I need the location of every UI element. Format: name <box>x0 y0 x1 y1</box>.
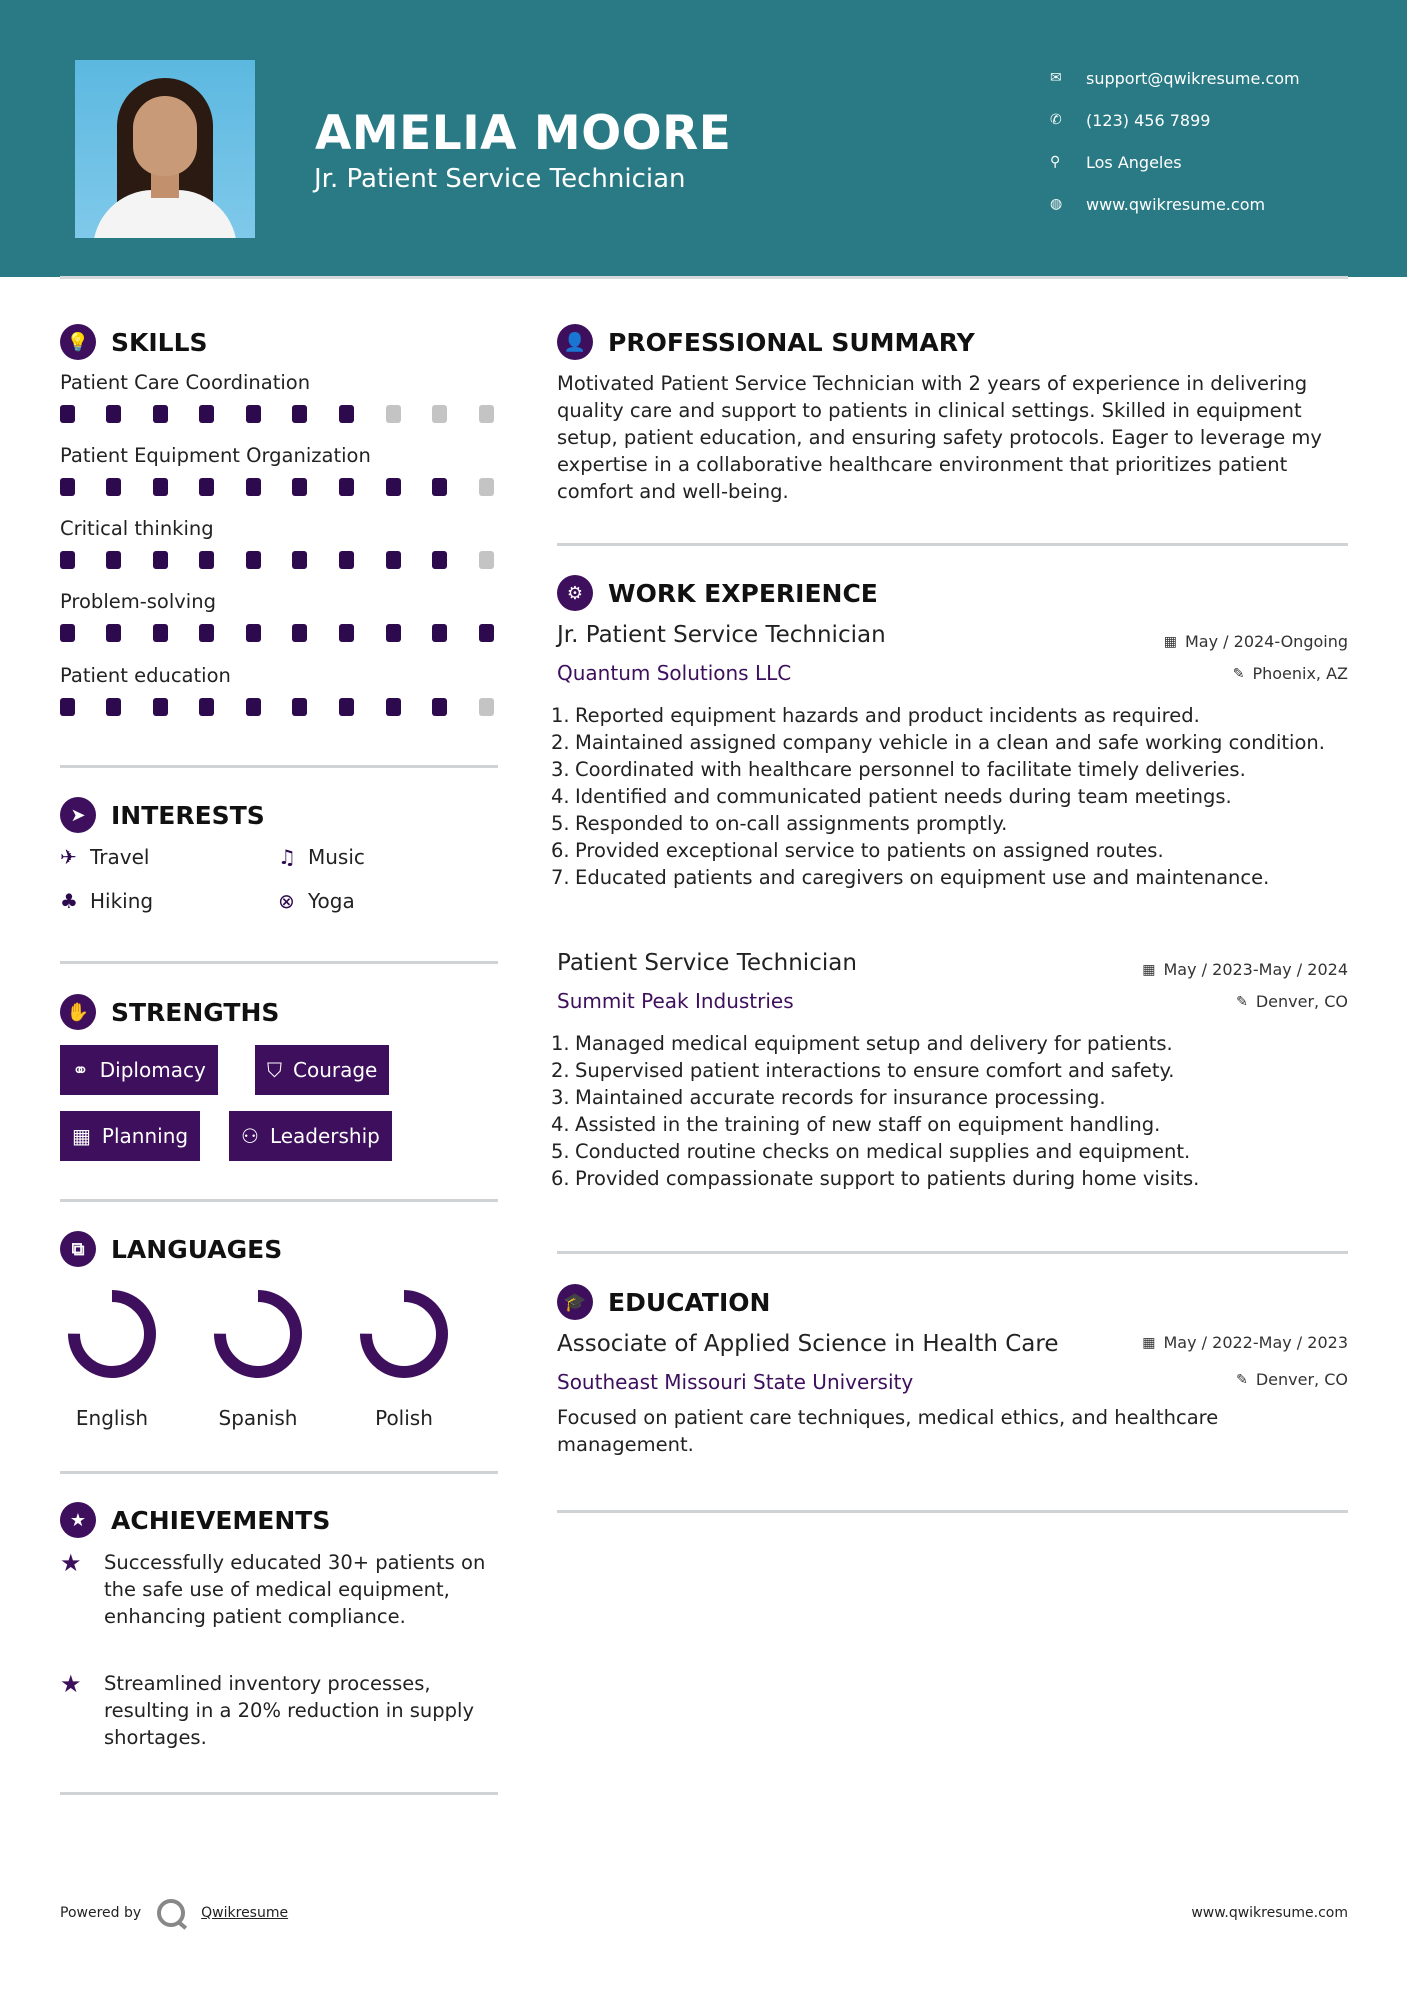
languages-heading <box>60 1231 282 1267</box>
skill-rating <box>60 624 500 642</box>
calendar-icon: ▦ <box>72 1124 91 1148</box>
envelope-icon: ✉ <box>1050 70 1062 86</box>
duty-item: 4. Identified and communicated patient needs during team meetings. <box>551 785 1232 808</box>
rating-dot-filled <box>386 698 401 716</box>
rating-dot-filled <box>479 624 494 642</box>
skill-label: Problem-solving <box>60 590 216 613</box>
shooting-star-icon: ★ <box>60 1550 82 1577</box>
language-item <box>198 1286 318 1430</box>
strength-label: Leadership <box>269 1124 380 1148</box>
rating-dot-filled <box>339 698 354 716</box>
duty-item: 7. Educated patients and caregivers on equipment use and maintenance. <box>551 866 1270 889</box>
rating-dot-empty <box>479 405 494 423</box>
degree-title: Associate of Applied Science in Health Care <box>557 1331 1059 1357</box>
location-pin-icon: ⚲ <box>1050 154 1061 170</box>
contact-website[interactable] <box>1050 183 1300 225</box>
strength-badge-courage <box>255 1045 389 1095</box>
section-divider <box>60 1199 498 1202</box>
rating-dot-empty <box>432 405 447 423</box>
strength-label: Diplomacy <box>99 1058 206 1082</box>
interest-label: Hiking <box>90 889 154 913</box>
skill-rating <box>60 698 500 716</box>
rating-dot-filled <box>246 405 261 423</box>
job-location-text: Denver, CO <box>1255 992 1348 1011</box>
achievements-heading-text: ACHIEVEMENTS <box>111 1505 331 1535</box>
section-divider <box>60 1471 498 1474</box>
candidate-name: AMELIA MOORE <box>315 106 732 161</box>
graduate-icon: 🎓 <box>557 1284 593 1320</box>
users-icon: ⚇ <box>241 1124 259 1148</box>
language-item <box>344 1286 464 1430</box>
contact-phone[interactable] <box>1050 99 1300 141</box>
duty-item: 2. Maintained assigned company vehicle in a clean and safe working condition. <box>551 731 1325 754</box>
strength-badge-planning <box>60 1111 200 1161</box>
location-text: Los Angeles <box>1086 152 1182 172</box>
rating-dot-filled <box>60 478 75 496</box>
rating-dot-filled <box>339 551 354 569</box>
rating-dot-filled <box>153 478 168 496</box>
job-location-text: Phoenix, AZ <box>1252 664 1348 683</box>
header-divider <box>60 276 1348 279</box>
language-gauge <box>356 1286 452 1382</box>
rating-dot-filled <box>246 478 261 496</box>
skill-rating <box>60 551 500 569</box>
job-location <box>1233 664 1348 683</box>
achievement-item <box>60 1549 500 1630</box>
strengths-heading-text: STRENGTHS <box>111 997 280 1027</box>
strengths-heading <box>60 994 279 1030</box>
rating-dot-filled <box>199 698 214 716</box>
skill-item <box>60 590 500 613</box>
rating-dot-empty <box>479 478 494 496</box>
handshake-icon: ⚭ <box>72 1058 89 1082</box>
language-item <box>52 1286 172 1430</box>
job-title: Jr. Patient Service Technician <box>557 622 886 648</box>
section-divider <box>557 1510 1348 1513</box>
rating-dot-filled <box>432 698 447 716</box>
rating-dot-filled <box>386 551 401 569</box>
section-divider <box>557 1251 1348 1254</box>
brand-link[interactable]: Qwikresume <box>201 1905 289 1921</box>
job-company: Summit Peak Industries <box>557 989 794 1013</box>
rating-dot-filled <box>339 405 354 423</box>
rating-dot-filled <box>106 405 121 423</box>
interest-travel <box>60 845 149 869</box>
skill-label: Patient education <box>60 664 231 687</box>
duty-item: 2. Supervised patient interactions to ensure comfort and safety. <box>551 1059 1175 1082</box>
interest-hiking <box>60 889 153 913</box>
job-title: Patient Service Technician <box>557 950 857 976</box>
rating-dot-filled <box>199 551 214 569</box>
achievement-item <box>60 1670 500 1751</box>
rating-dot-empty <box>479 551 494 569</box>
experience-heading-text: WORK EXPERIENCE <box>608 578 878 608</box>
contact-email[interactable] <box>1050 57 1300 99</box>
rating-dot-filled <box>60 698 75 716</box>
rating-dot-filled <box>199 405 214 423</box>
school-name: Southeast Missouri State University <box>557 1370 914 1394</box>
education-heading <box>557 1284 770 1320</box>
languages-heading-text: LANGUAGES <box>111 1234 283 1264</box>
section-divider <box>60 961 498 964</box>
duty-item: 5. Conducted routine checks on medical supplies and equipment. <box>551 1140 1191 1163</box>
job-dates-text: May / 2024-Ongoing <box>1185 632 1348 651</box>
interest-label: Travel <box>90 845 150 869</box>
job-dates-text: May / 2023-May / 2024 <box>1163 960 1348 979</box>
job-dates <box>1164 632 1348 651</box>
skill-item <box>60 664 500 687</box>
rating-dot-filled <box>292 624 307 642</box>
strength-label: Courage <box>293 1058 378 1082</box>
language-gauge <box>64 1286 160 1382</box>
achievements-heading <box>60 1502 330 1538</box>
summary-text: Motivated Patient Service Technician with 2 years of experience in delivering quality care and support to patients in clinical settings. Skilled in equipment setup, patient education, and ensuring safety protocols. Eager to leverage my expertise in a collaborative healthcare environment that prioritizes patient comfort and well-being. <box>557 372 1322 503</box>
rating-dot-filled <box>153 698 168 716</box>
achievement-text: Successfully educated 30+ patients on the safe use of medical equipment, enhancing patient compliance. <box>104 1551 486 1628</box>
shield-icon: ⛉ <box>267 1058 282 1082</box>
skill-label: Critical thinking <box>60 517 214 540</box>
education-description: Focused on patient care techniques, medical ethics, and healthcare management. <box>557 1406 1219 1456</box>
rating-dot-filled <box>246 551 261 569</box>
rating-dot-filled <box>432 551 447 569</box>
skills-heading <box>60 324 208 360</box>
calendar-icon: ▦ <box>1142 1334 1156 1351</box>
interest-label: Music <box>308 845 365 869</box>
interests-heading <box>60 797 265 833</box>
rating-dot-filled <box>60 405 75 423</box>
rating-dot-filled <box>292 478 307 496</box>
rating-dot-filled <box>153 624 168 642</box>
duty-item: 1. Managed medical equipment setup and delivery for patients. <box>551 1032 1173 1055</box>
shooting-star-icon: ★ <box>60 1671 82 1698</box>
rating-dot-filled <box>106 698 121 716</box>
rating-dot-filled <box>386 478 401 496</box>
phone-text: (123) 456 7899 <box>1086 110 1211 130</box>
duty-item: 5. Responded to on-call assignments promptly. <box>551 812 1008 835</box>
skill-item <box>60 444 500 467</box>
contact-list <box>1050 57 1300 225</box>
duty-item: 6. Provided exceptional service to patients on assigned routes. <box>551 839 1164 862</box>
powered-by-text: Powered by <box>60 1905 142 1921</box>
rating-dot-filled <box>106 551 121 569</box>
job-duties-list <box>551 1030 1347 1192</box>
language-label: English <box>75 1406 149 1430</box>
pushpin-icon: ✎ <box>1232 665 1245 682</box>
calendar-icon: ▦ <box>1163 633 1177 650</box>
hand-icon: ✋ <box>60 994 96 1030</box>
duty-item: 3. Coordinated with healthcare personnel to facilitate timely deliveries. <box>551 758 1246 781</box>
section-divider <box>60 765 498 768</box>
calendar-icon: ▦ <box>1142 961 1156 978</box>
contact-location <box>1050 141 1300 183</box>
rating-dot-filled <box>292 405 307 423</box>
education-dates-text: May / 2022-May / 2023 <box>1163 1333 1348 1352</box>
education-location <box>1236 1370 1348 1389</box>
rating-dot-filled <box>246 624 261 642</box>
summary-heading-text: PROFESSIONAL SUMMARY <box>608 327 975 357</box>
rating-dot-empty <box>479 698 494 716</box>
section-divider <box>60 1792 498 1795</box>
rating-dot-filled <box>339 624 354 642</box>
language-gauge-arc <box>220 1296 296 1372</box>
strength-label: Planning <box>101 1124 189 1148</box>
duty-item: 4. Assisted in the training of new staff on equipment handling. <box>551 1113 1161 1136</box>
rating-dot-filled <box>386 624 401 642</box>
job-duties-list <box>551 702 1347 891</box>
globe-icon: ◍ <box>1050 196 1063 212</box>
candidate-title: Jr. Patient Service Technician <box>314 164 686 194</box>
job-location <box>1236 992 1348 1011</box>
job-dates <box>1142 960 1348 979</box>
rating-dot-filled <box>246 698 261 716</box>
rating-dot-filled <box>199 478 214 496</box>
language-label: Spanish <box>218 1406 298 1430</box>
language-label: Polish <box>375 1406 433 1430</box>
duty-item: 3. Maintained accurate records for insurance processing. <box>551 1086 1106 1109</box>
rating-dot-filled <box>106 624 121 642</box>
language-icon: ⧉ <box>60 1231 96 1267</box>
skill-label: Patient Care Coordination <box>60 371 311 394</box>
website-text: www.qwikresume.com <box>1086 194 1266 214</box>
profile-photo <box>75 60 255 238</box>
experience-heading <box>557 575 878 611</box>
rating-dot-filled <box>60 624 75 642</box>
interest-label: Yoga <box>308 889 355 913</box>
rating-dot-filled <box>153 405 168 423</box>
rating-dot-filled <box>432 624 447 642</box>
language-gauge-arc <box>366 1296 442 1372</box>
resume-header <box>0 0 1407 277</box>
rating-dot-filled <box>339 478 354 496</box>
rating-dot-filled <box>292 698 307 716</box>
strength-badge-diplomacy <box>60 1045 218 1095</box>
star-badge-icon: ★ <box>60 1502 96 1538</box>
rating-dot-filled <box>199 624 214 642</box>
section-divider <box>557 543 1348 546</box>
rating-dot-empty <box>386 405 401 423</box>
interest-yoga <box>278 889 355 913</box>
lightbulb-icon: 💡 <box>60 324 96 360</box>
tree-icon: ♣ <box>60 889 78 913</box>
duty-item: 6. Provided compassionate support to patients during home visits. <box>551 1167 1200 1190</box>
rating-dot-filled <box>60 551 75 569</box>
user-circle-icon: 👤 <box>557 324 593 360</box>
pushpin-icon: ✎ <box>1236 1371 1248 1388</box>
skill-label: Patient Equipment Organization <box>60 444 371 467</box>
duty-item: 1. Reported equipment hazards and product incidents as required. <box>551 704 1200 727</box>
interest-music <box>278 845 365 869</box>
rating-dot-filled <box>432 478 447 496</box>
rating-dot-filled <box>106 478 121 496</box>
pushpin-icon: ✎ <box>1236 993 1248 1010</box>
language-gauge-arc <box>74 1296 150 1372</box>
skill-item <box>60 517 500 540</box>
music-note-icon: ♫ <box>278 845 296 869</box>
achievement-text: Streamlined inventory processes, resulting in a 20% reduction in supply shortages. <box>104 1672 474 1749</box>
email-text: support@qwikresume.com <box>1086 68 1300 88</box>
strength-badge-leadership <box>229 1111 392 1161</box>
phone-icon: ✆ <box>1050 112 1062 128</box>
paper-plane-icon: ➤ <box>60 797 96 833</box>
lifebuoy-icon: ⊗ <box>278 889 295 913</box>
summary-heading <box>557 324 975 360</box>
education-heading-text: EDUCATION <box>608 1287 771 1317</box>
rating-dot-filled <box>292 551 307 569</box>
skill-rating <box>60 405 500 423</box>
skill-item <box>60 371 500 394</box>
footer-powered-by <box>60 1899 288 1927</box>
footer-website[interactable]: www.qwikresume.com <box>1191 1905 1348 1921</box>
skill-rating <box>60 478 500 496</box>
education-dates <box>1142 1333 1348 1352</box>
rating-dot-filled <box>153 551 168 569</box>
language-gauge <box>210 1286 306 1382</box>
interests-heading-text: INTERESTS <box>111 800 265 830</box>
plane-icon: ✈ <box>60 845 77 869</box>
qwikresume-logo-icon <box>157 1899 185 1927</box>
skills-heading-text: SKILLS <box>111 327 208 357</box>
education-location-text: Denver, CO <box>1255 1370 1348 1389</box>
job-company: Quantum Solutions LLC <box>557 661 792 685</box>
briefcase-user-icon: ⚙ <box>557 575 593 611</box>
